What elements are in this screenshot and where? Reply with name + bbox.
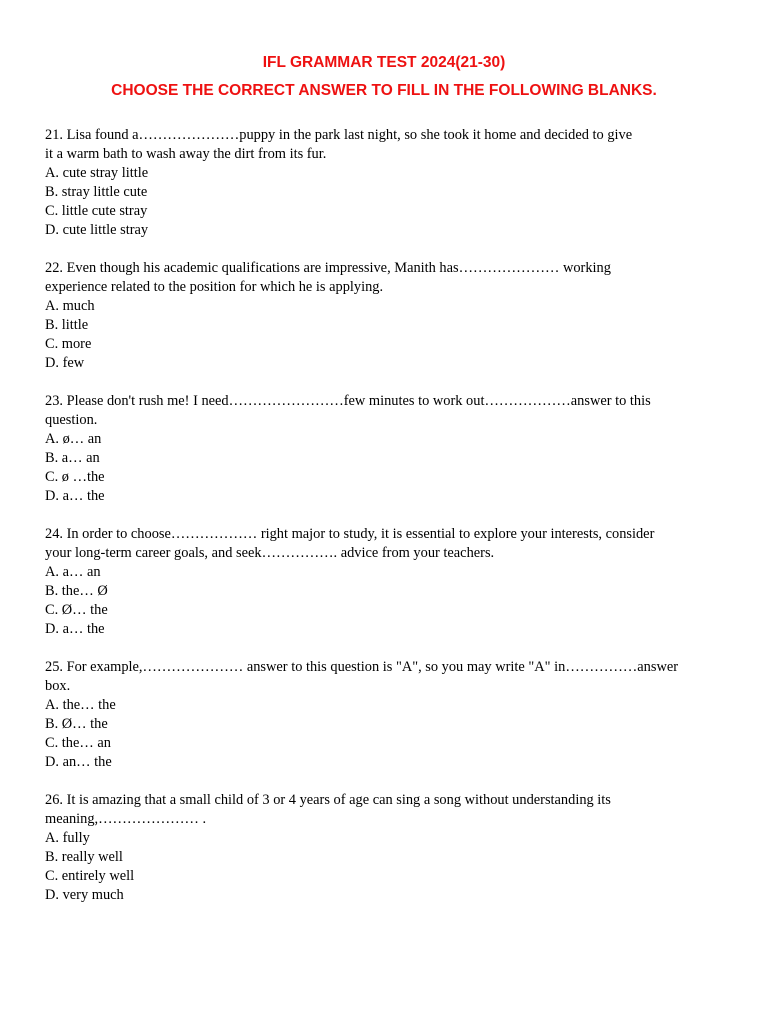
option-d: D. few: [45, 355, 85, 371]
test-instruction: CHOOSE THE CORRECT ANSWER TO FILL IN THE FOLLOWING BLANKS.: [111, 82, 657, 99]
question-stem-line: experience related to the position for which he is applying.: [45, 279, 384, 295]
question-25: [45, 658, 745, 772]
question-26: [45, 791, 745, 905]
question-stem-line: 23. Please don't rush me! I need……………………few minutes to work out………………answer to this: [45, 393, 651, 409]
option-b: B. Ø… the: [45, 716, 108, 732]
option-c: C. the… an: [45, 735, 111, 751]
option-d: D. a… the: [45, 488, 105, 504]
option-d: D. cute little stray: [45, 222, 149, 238]
option-a: A. cute stray little: [45, 165, 149, 181]
option-a: A. the… the: [45, 697, 116, 713]
option-b: B. really well: [45, 849, 123, 865]
option-d: D. very much: [45, 887, 124, 903]
question-24: [45, 525, 745, 639]
question-stem-line: 25. For example,………………… answer to this question is "A", so you may write "A" in……………answer: [45, 659, 679, 675]
option-a: A. ø… an: [45, 431, 102, 447]
question-stem-line: meaning,………………… .: [45, 811, 207, 827]
question-23: [45, 392, 745, 506]
question-22: [45, 259, 745, 373]
option-c: C. entirely well: [45, 868, 135, 884]
question-stem-line: question.: [45, 412, 98, 428]
option-b: B. a… an: [45, 450, 100, 466]
option-b: B. stray little cute: [45, 184, 148, 200]
test-title: IFL GRAMMAR TEST 2024(21-30): [262, 54, 506, 71]
option-c: C. Ø… the: [45, 602, 108, 618]
question-stem-line: 24. In order to choose……………… right major to study, it is essential to explore your interests, consider: [45, 526, 655, 542]
option-b: B. little: [45, 317, 89, 333]
option-a: A. much: [45, 298, 95, 314]
question-stem-line: your long-term career goals, and seek……………. advice from your teachers.: [45, 545, 495, 561]
option-c: C. little cute stray: [45, 203, 148, 219]
test-header: [0, 49, 768, 105]
question-stem-line: 26. It is amazing that a small child of 3 or 4 years of age can sing a song without understanding its: [45, 792, 611, 808]
question-stem-line: 21. Lisa found a…………………puppy in the park last night, so she took it home and decided to give: [45, 127, 633, 143]
option-c: C. more: [45, 336, 92, 352]
question-stem-line: box.: [45, 678, 71, 694]
option-a: A. fully: [45, 830, 90, 846]
question-stem-line: 22. Even though his academic qualifications are impressive, Manith has………………… working: [45, 260, 611, 276]
option-d: D. a… the: [45, 621, 105, 637]
question-21: [45, 126, 745, 240]
question-list: [45, 126, 745, 924]
option-b: B. the… Ø: [45, 583, 108, 599]
option-d: D. an… the: [45, 754, 112, 770]
option-a: A. a… an: [45, 564, 101, 580]
question-stem-line: it a warm bath to wash away the dirt from its fur.: [45, 146, 327, 162]
option-c: C. ø …the: [45, 469, 105, 485]
